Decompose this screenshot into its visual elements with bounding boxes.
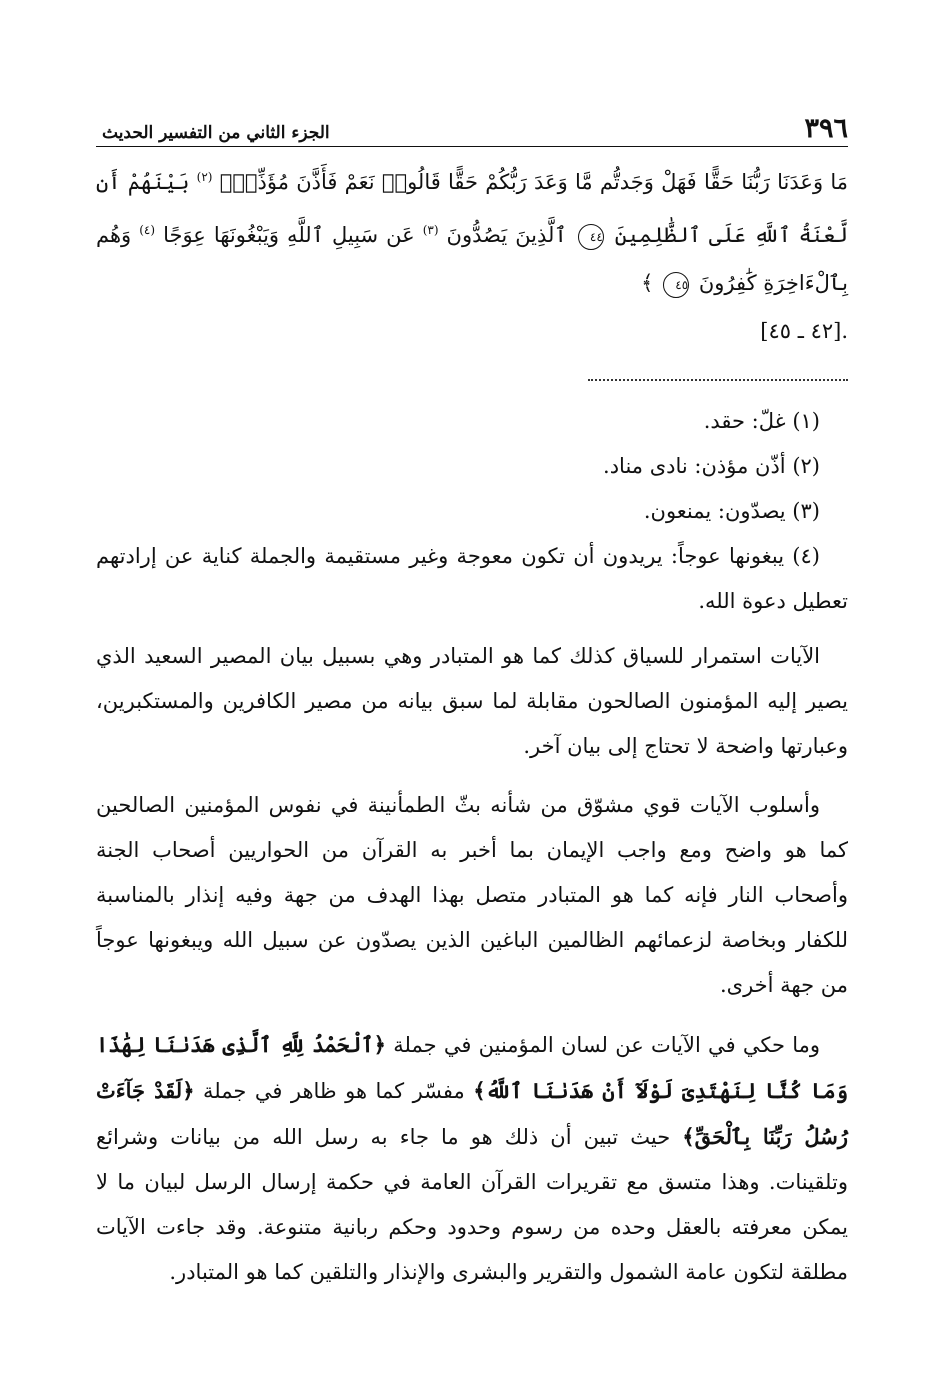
body-paragraph: وأسلوب الآيات قوي مشوّق من شأنه بثّ الطمأنينة في نفوس المؤمنين الصالحين كما هو واضح ومع واجب الإيمان بما أخبر به القرآن من الحواريين أصحاب الجنة وأصحاب النار فإنه كما هو المتبادر متصل بهذا الهدف من جهة وفيه إنذار بالمناسبة للكفار وبخاصة لزعمائهم الظالمين الباغين الذين يصدّون عن سبيل الله ويبغونها عوجاً من جهة أخرى.: [96, 793, 848, 997]
body-paragraph: الآيات استمرار للسياق كذلك كما هو المتبادر وهي بسبيل بيان المصير السعيد الذي يصير إليه المؤمنون الصالحون مقابلة لما سبق بيانه من مصير الكافرين والمستكبرين، وعبارتها واضحة لا تحتاج إلى بيان آخر.: [96, 644, 848, 758]
paragraph-text: حيث تبين أن ذلك هو ما جاء به رسل الله من بيانات وشرائع وتلقينات. وهذا متسق مع تقريرات القرآن العامة في حكمة إرسال الرسل لبيان ما لا يمكن معرفته بالعقل وحده من رسوم وحدود وحكم ربانية متنوعة. وقد جاءت الآيات مطلقة لتكون عامة الشمول والتقرير والبشرى والإنذار والتلقين كما هو المتبادر.: [96, 1125, 848, 1284]
paragraph-text: مفسّر كما هو ظاهر في جملة: [203, 1079, 465, 1103]
closing-bracket: ﴾: [641, 271, 654, 295]
quran-text: عَن سَبِيلِ ٱللَّهِ وَيَبْغُونَهَا عِوَجًا: [163, 223, 415, 247]
running-title: الجزء الثاني من التفسير الحديث: [102, 123, 330, 143]
quran-quote: ﴿لَقَدْ جَآءَتْ رُسُلُ رَبِّنَا بِٱلْحَقِّ﴾: [96, 1078, 848, 1149]
aya-number-marker: ٤٥: [663, 272, 689, 298]
page-number: ٣٩٦: [804, 113, 848, 144]
page-header: [96, 108, 848, 147]
quran-text: مَا وَعَدَنَا رَبُّنَا حَقًّا فَهَلْ وَجَدتُّم مَّا وَعَدَ رَبُّكُمْ حَقًّا قَالُوا۟ نَعَمْ فَأَذَّنَ مُؤَذِّنٌۢ: [219, 170, 848, 194]
quran-text: وَهُم بِٱلْءَاخِرَةِ كَٰفِرُونَ: [96, 223, 848, 295]
footnote: (٢) أذّن مؤذن: نادى مناد.: [603, 454, 820, 478]
page: [96, 108, 848, 1295]
quran-text: ٱلَّذِينَ يَصُدُّونَ: [446, 223, 567, 247]
quran-text: بَيْنَهُمْ أَن لَّعْنَةُ ٱللَّهِ عَلَى ٱلظَّٰلِمِينَ: [96, 170, 848, 247]
footnote-ref: (٣): [422, 223, 439, 237]
footnote-ref: (٢): [196, 170, 213, 184]
footnote: (١) غلّ: حقد.: [703, 409, 820, 433]
footnote-separator: [588, 379, 848, 381]
footnote: (٤) يبغونها عوجاً: يريدون أن تكون معوجة وغير مستقيمة والجملة كناية عن إرادتهم تعطيل دعوة الله.: [96, 544, 848, 613]
quran-verses: [96, 153, 848, 355]
aya-number-marker: ٤٤: [578, 224, 604, 250]
footnotes: [96, 399, 848, 624]
footnote-ref: (٤): [139, 223, 156, 237]
body-paragraph: [96, 1022, 848, 1295]
footnote: (٣) يصدّون: يمنعون.: [643, 499, 820, 523]
paragraph-text: وما حكي في الآيات عن لسان المؤمنين في جملة: [393, 1033, 820, 1057]
quran-quote: ﴿ٱلْحَمْدُ لِلَّهِ ٱلَّذِى هَدَىٰنَا لِهَٰذَا وَمَا كُنَّا لِنَهْتَدِىَ لَوْلَآ أَنْ هَدَىٰنَا ٱللَّهُ﴾: [96, 1032, 848, 1103]
verse-range: .[٤٢ ـ ٤٥]: [760, 319, 848, 343]
